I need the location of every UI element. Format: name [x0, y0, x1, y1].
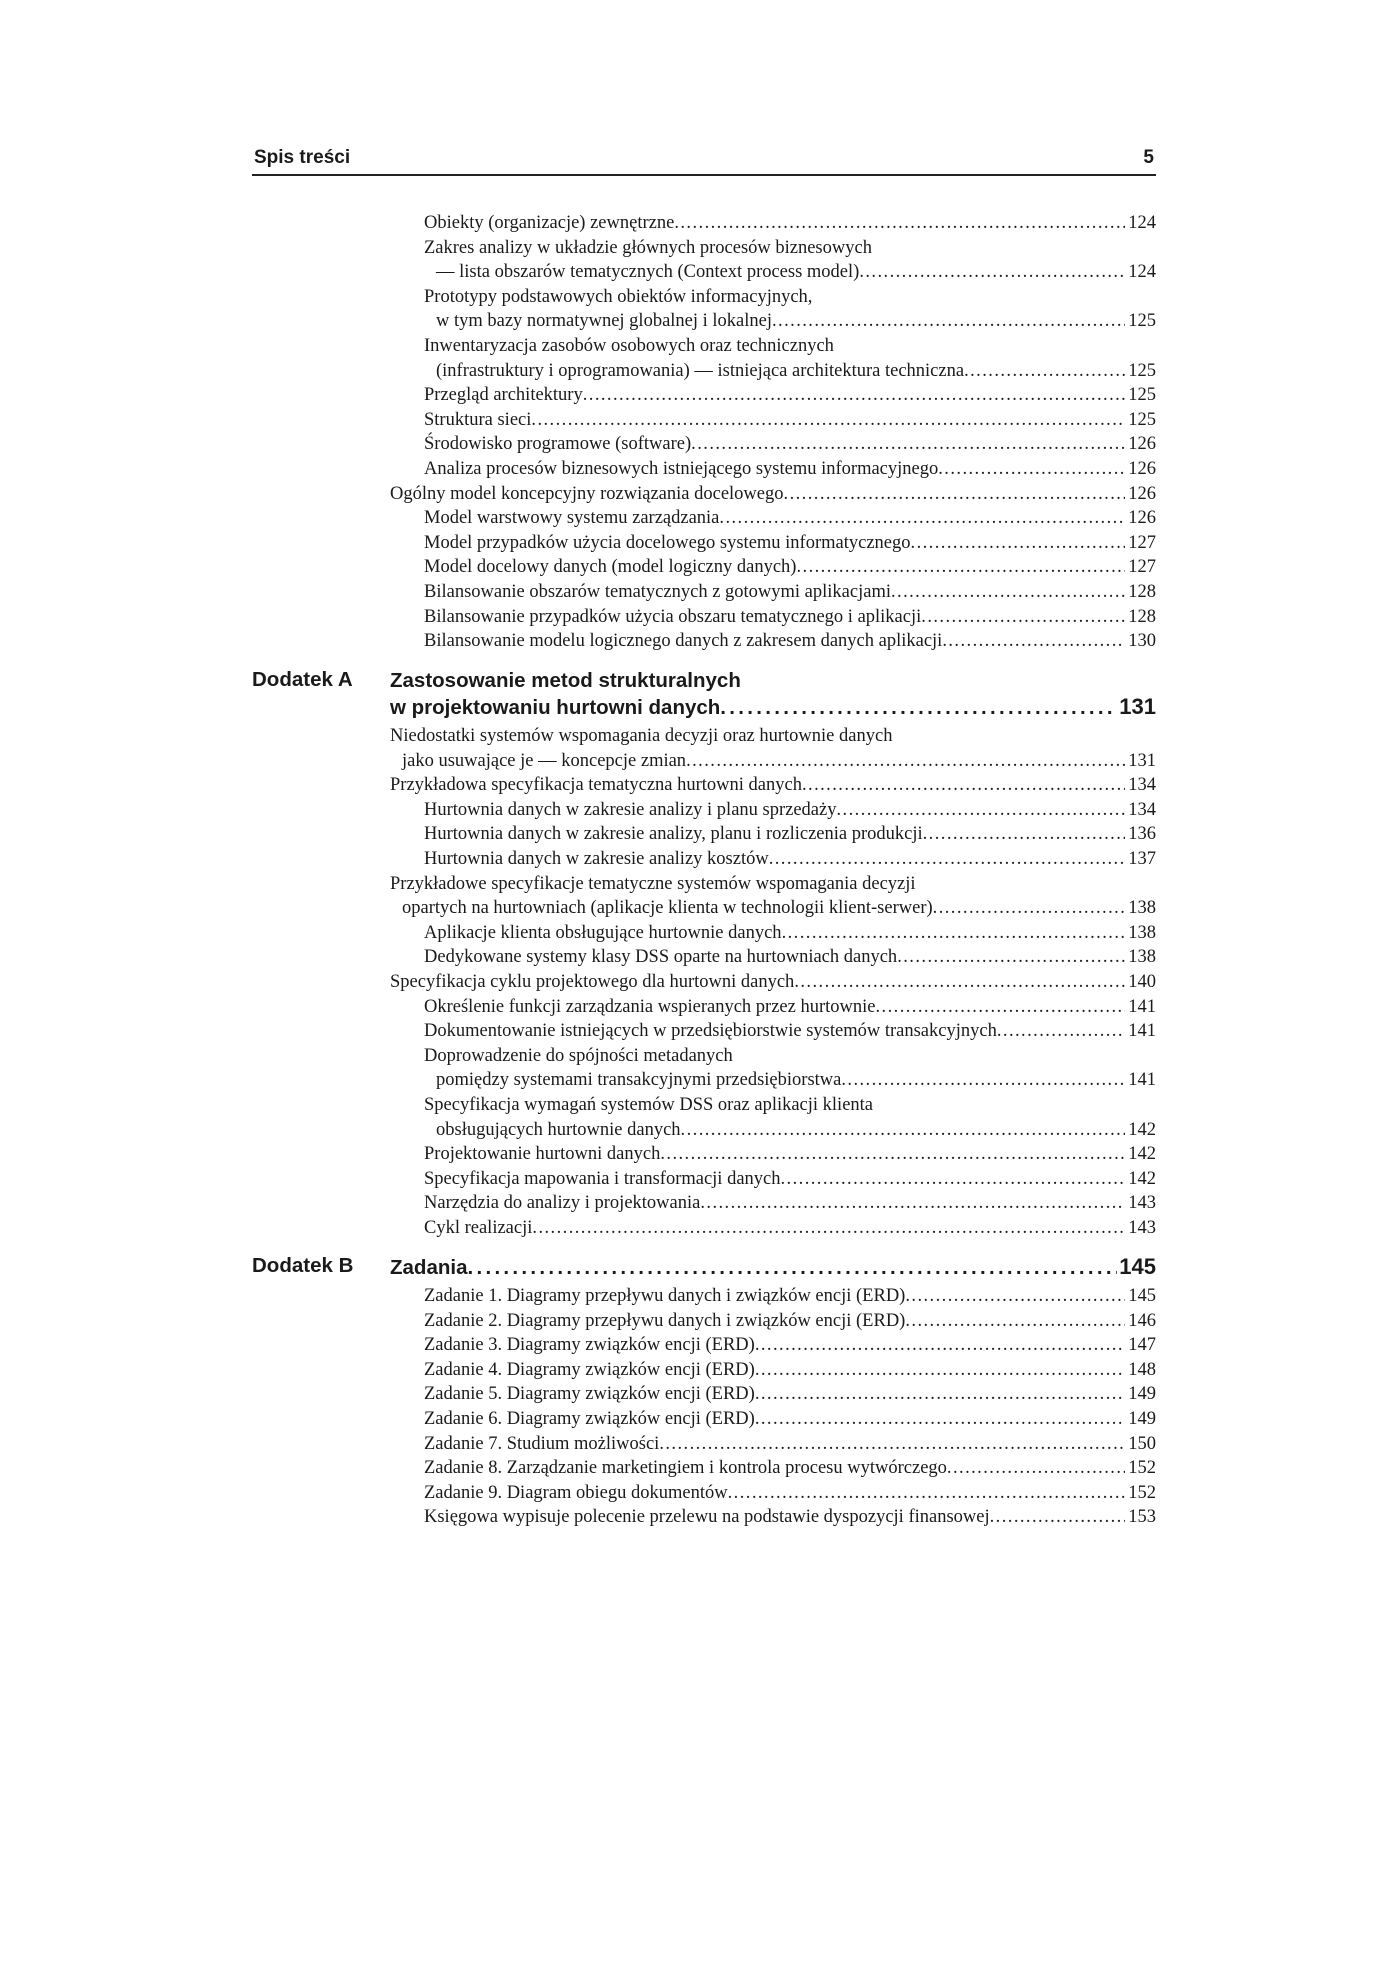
toc-entry-title: Zadanie 8. Zarządzanie marketingiem i kontrola procesu wytwórczego: [424, 1458, 947, 1479]
appendix-a-entries: [252, 724, 1156, 1240]
dot-leader: [897, 945, 1125, 970]
dot-leader: [467, 1255, 1117, 1281]
dot-leader: [876, 995, 1126, 1020]
toc-entry-title: Struktura sieci: [424, 409, 532, 430]
toc-entry-page: 130: [1128, 631, 1156, 652]
dot-leader: [794, 970, 1125, 995]
toc-entry-page: 153: [1128, 1507, 1156, 1528]
dot-leader: [720, 695, 1117, 721]
toc-entry[interactable]: [252, 896, 1156, 921]
toc-entry-page: 142: [1128, 1119, 1156, 1140]
toc-entry-title: Hurtownia danych w zakresie analizy kosztów: [424, 848, 769, 869]
toc-entry[interactable]: [252, 1358, 1156, 1383]
dot-leader: [755, 1358, 1125, 1383]
toc-entry[interactable]: [252, 773, 1156, 798]
toc-entry[interactable]: [252, 482, 1156, 507]
appendix-b-entries: [252, 1284, 1156, 1530]
appendix-b-title-text: Zadania: [390, 1256, 468, 1279]
dot-leader: [782, 921, 1126, 946]
toc-entry-title: Specyfikacja mapowania i transformacji danych: [424, 1168, 781, 1189]
appendix-a-page: 131: [1119, 694, 1156, 719]
toc-entry-title: Przykładowa specyfikacja tematyczna hurtowni danych: [390, 775, 802, 796]
toc-entry-page: 138: [1128, 898, 1156, 919]
toc-entry-page: 127: [1128, 557, 1156, 578]
appendix-b-page: 145: [1119, 1254, 1156, 1279]
toc-entry: [252, 285, 1156, 310]
toc-entry-page: 134: [1128, 775, 1156, 796]
toc-entry-page: 125: [1128, 385, 1156, 406]
dot-leader: [769, 847, 1126, 872]
toc-entry-page: 136: [1128, 824, 1156, 845]
toc-entry[interactable]: [252, 945, 1156, 970]
dot-leader: [990, 1505, 1126, 1530]
toc-entry-title: w tym bazy normatywnej globalnej i lokalnej: [436, 311, 772, 332]
toc-entry: [252, 872, 1156, 897]
toc-entry-page: 141: [1128, 1021, 1156, 1042]
toc-entry-title: Specyfikacja cyklu projektowego dla hurtowni danych: [390, 971, 795, 992]
toc-entry[interactable]: [252, 1382, 1156, 1407]
toc-entry-page: 128: [1128, 581, 1156, 602]
toc-entry[interactable]: [252, 749, 1156, 774]
toc-entry-page: 138: [1128, 922, 1156, 943]
appendix-a-title-line2: w projektowaniu hurtowni danych: [390, 696, 721, 719]
dot-leader: [796, 555, 1125, 580]
toc-entry-page: 126: [1128, 458, 1156, 479]
toc-entry[interactable]: [252, 359, 1156, 384]
dot-leader: [691, 432, 1125, 457]
toc-entry-title: Narzędzia do analizy i projektowania: [424, 1193, 701, 1214]
toc-entry-page: 143: [1128, 1193, 1156, 1214]
toc-entry[interactable]: [252, 1068, 1156, 1093]
dot-leader: [781, 1167, 1126, 1192]
toc-entry-page: 150: [1128, 1433, 1156, 1454]
toc-entry[interactable]: [252, 457, 1156, 482]
toc-entry-title: Specyfikacja wymagań systemów DSS oraz aplikacji klienta: [424, 1094, 874, 1115]
toc-entry-title: Zadanie 3. Diagramy związków encji (ERD): [424, 1335, 755, 1356]
dot-leader: [700, 1191, 1125, 1216]
dot-leader: [802, 773, 1125, 798]
running-header: [252, 144, 1156, 176]
toc-entry-page: 125: [1128, 360, 1156, 381]
toc-entry-title: Ogólny model koncepcyjny rozwiązania docelowego: [390, 483, 784, 504]
toc-entry[interactable]: [252, 1309, 1156, 1334]
toc-entry-title: Cykl realizacji: [424, 1217, 533, 1238]
toc-entry[interactable]: [252, 798, 1156, 823]
toc-entry[interactable]: [252, 605, 1156, 630]
toc-entry: [252, 236, 1156, 261]
toc-entry-page: 124: [1128, 213, 1156, 233]
toc-entry-page: 149: [1128, 1384, 1156, 1405]
toc-entry-title: — lista obszarów tematycznych (Context process model): [436, 262, 860, 283]
toc-entry[interactable]: [252, 1142, 1156, 1167]
toc-entry-page: 125: [1128, 311, 1156, 332]
toc-entry-title: Zadanie 4. Diagramy związków encji (ERD): [424, 1359, 755, 1380]
dot-leader: [938, 457, 1125, 482]
dot-leader: [674, 211, 1125, 236]
dot-leader: [905, 1284, 1125, 1309]
toc-entry-page: 138: [1128, 947, 1156, 968]
toc-entry-title: Przegląd architektury: [424, 385, 583, 406]
toc-entry: [252, 724, 1156, 749]
toc-entry-page: 128: [1128, 606, 1156, 627]
toc-entry-page: 140: [1128, 971, 1156, 992]
toc-entry-title: Analiza procesów biznesowych istniejącego systemu informacyjnego: [424, 458, 939, 479]
toc-entry-title: Model warstwowy systemu zarządzania: [424, 508, 720, 529]
toc-entry-title: Zadanie 6. Diagramy związków encji (ERD): [424, 1408, 755, 1429]
toc-entry[interactable]: [252, 1284, 1156, 1309]
dot-leader: [997, 1019, 1125, 1044]
toc-entry[interactable]: [252, 1167, 1156, 1192]
toc-entry[interactable]: [252, 1432, 1156, 1457]
toc-entry-page: 152: [1128, 1458, 1156, 1479]
toc-entry-title: (infrastruktury i oprogramowania) — istniejąca architektura techniczna: [436, 360, 965, 381]
toc-entry[interactable]: [252, 1333, 1156, 1358]
dot-leader: [891, 580, 1125, 605]
dot-leader: [772, 309, 1125, 334]
toc-entry-page: 146: [1128, 1310, 1156, 1331]
toc-entry-page: 141: [1128, 996, 1156, 1017]
dot-leader: [964, 359, 1125, 384]
dot-leader: [583, 383, 1126, 408]
dot-leader: [933, 896, 1126, 921]
toc-entry[interactable]: [252, 383, 1156, 408]
toc-entry: [252, 1093, 1156, 1118]
dot-leader: [659, 1432, 1125, 1457]
dot-leader: [942, 629, 1125, 654]
toc-entry-title: Doprowadzenie do spójności metadanych: [424, 1045, 733, 1066]
dot-leader: [755, 1407, 1125, 1432]
dot-leader: [681, 1118, 1126, 1143]
toc-entry-page: 152: [1128, 1482, 1156, 1503]
toc-entry-title: Zadanie 1. Diagramy przepływu danych i związków encji (ERD): [424, 1286, 906, 1306]
toc-entry-title: obsługujących hurtownie danych: [436, 1119, 681, 1140]
toc-entry[interactable]: [252, 1407, 1156, 1432]
toc-entry-title: Model docelowy danych (model logiczny danych): [424, 557, 797, 578]
toc-entry[interactable]: [252, 921, 1156, 946]
dot-leader: [719, 506, 1125, 531]
toc-entry-page: 127: [1128, 532, 1156, 553]
appendix-a-title[interactable]: [390, 668, 1156, 720]
toc-entry-page: 142: [1128, 1168, 1156, 1189]
toc-entry[interactable]: [252, 1481, 1156, 1506]
toc-entry[interactable]: [252, 1505, 1156, 1530]
toc-entry[interactable]: [252, 1456, 1156, 1481]
toc-entry[interactable]: [252, 970, 1156, 995]
dot-leader: [841, 1068, 1125, 1093]
toc-entry[interactable]: [252, 580, 1156, 605]
toc-entry-title: Zadanie 2. Diagramy przepływu danych i związków encji (ERD): [424, 1310, 906, 1331]
toc-entry-title: Projektowanie hurtowni danych: [424, 1144, 661, 1165]
toc-entry-page: 126: [1128, 434, 1156, 455]
toc-entry-title: Bilansowanie obszarów tematycznych z gotowymi aplikacjami: [424, 581, 891, 602]
toc-entry-title: Hurtownia danych w zakresie analizy, planu i rozliczenia produkcji: [424, 824, 923, 845]
toc-entry-page: 125: [1128, 409, 1156, 430]
header-page-number: 5: [1143, 147, 1154, 168]
toc-entry[interactable]: [252, 995, 1156, 1020]
toc-entry: [252, 1044, 1156, 1069]
toc-entry-page: 126: [1128, 483, 1156, 504]
dot-leader: [905, 1309, 1125, 1334]
toc-entry[interactable]: [252, 1118, 1156, 1143]
toc-entry[interactable]: [252, 1019, 1156, 1044]
dot-leader: [531, 408, 1125, 433]
toc-entry-title: Bilansowanie modelu logicznego danych z zakresem danych aplikacji: [424, 631, 943, 652]
toc-entry-title: Obiekty (organizacje) zewnętrzne: [424, 213, 675, 233]
toc-entry-page: 143: [1128, 1217, 1156, 1238]
toc-entry[interactable]: [252, 432, 1156, 457]
toc-entry-title: Przykładowe specyfikacje tematyczne systemów wspomagania decyzji: [390, 873, 916, 894]
toc-entry: [252, 334, 1156, 359]
toc-entry[interactable]: [252, 629, 1156, 654]
dot-leader: [784, 482, 1126, 507]
toc-entry[interactable]: [252, 260, 1156, 285]
toc-entry-page: 124: [1128, 262, 1156, 283]
dot-leader: [686, 749, 1125, 774]
toc-entry-page: 145: [1128, 1286, 1156, 1306]
toc-entry-title: Dedykowane systemy klasy DSS oparte na hurtowniach danych: [424, 947, 898, 968]
toc-entry-title: Aplikacje klienta obsługujące hurtownie danych: [424, 922, 782, 943]
toc-entry[interactable]: [252, 822, 1156, 847]
appendix-b-label: Dodatek B: [252, 1254, 354, 1277]
dot-leader: [728, 1481, 1126, 1506]
toc-entry-page: 147: [1128, 1335, 1156, 1356]
toc-entry-page: 126: [1128, 508, 1156, 529]
appendix-a-title-line1: Zastosowanie metod strukturalnych: [390, 669, 741, 692]
toc-entry[interactable]: [252, 309, 1156, 334]
toc-entry-title: Hurtownia danych w zakresie analizy i planu sprzedaży: [424, 799, 837, 820]
toc-entry-page: 137: [1128, 848, 1156, 869]
toc-entry-title: jako usuwające je — koncepcje zmian: [402, 750, 687, 771]
toc-entry[interactable]: [252, 506, 1156, 531]
dot-leader: [911, 531, 1126, 556]
toc-entry[interactable]: [252, 1191, 1156, 1216]
dot-leader: [923, 822, 1126, 847]
toc-entry-title: Określenie funkcji zarządzania wspieranych przez hurtownie: [424, 996, 876, 1017]
appendix-b-title[interactable]: [390, 1254, 1156, 1280]
toc-entry-title: Dokumentowanie istniejących w przedsiębiorstwie systemów transakcyjnych: [424, 1021, 997, 1042]
toc-entry-page: 149: [1128, 1408, 1156, 1429]
toc-entry-title: Zadanie 7. Studium możliwości: [424, 1433, 660, 1454]
toc-entry-page: 148: [1128, 1359, 1156, 1380]
dot-leader: [532, 1216, 1125, 1241]
toc-entry-title: Księgowa wypisuje polecenie przelewu na podstawie dyspozycji finansowej: [424, 1507, 990, 1528]
toc-entry-page: 142: [1128, 1144, 1156, 1165]
toc-entry-page: 131: [1128, 750, 1156, 771]
toc-entry[interactable]: [252, 1216, 1156, 1241]
toc-entry-title: Środowisko programowe (software): [424, 434, 692, 455]
toc-entry-title: Zadanie 5. Diagramy związków encji (ERD): [424, 1384, 755, 1405]
toc-entry[interactable]: [252, 211, 1156, 236]
toc-entry-title: Niedostatki systemów wspomagania decyzji oraz hurtownie danych: [390, 726, 893, 746]
dot-leader: [755, 1333, 1125, 1358]
toc-entry-page: 141: [1128, 1070, 1156, 1091]
toc-entry-page: 134: [1128, 799, 1156, 820]
toc-entry-title: Prototypy podstawowych obiektów informacyjnych,: [424, 286, 813, 307]
toc-entry-title: Zadanie 9. Diagram obiegu dokumentów: [424, 1482, 728, 1503]
dot-leader: [947, 1456, 1125, 1481]
toc-entry[interactable]: [252, 555, 1156, 580]
toc-entry-title: pomiędzy systemami transakcyjnymi przedsiębiorstwa: [436, 1070, 842, 1091]
dot-leader: [921, 605, 1125, 630]
toc-entry-title: Zakres analizy w układzie głównych procesów biznesowych: [424, 237, 872, 258]
toc-entry-title: Inwentaryzacja zasobów osobowych oraz technicznych: [424, 335, 834, 356]
toc-entry-title: Bilansowanie przypadków użycia obszaru tematycznego i aplikacji: [424, 606, 922, 627]
dot-leader: [755, 1382, 1125, 1407]
toc-entry[interactable]: [252, 408, 1156, 433]
toc-entry-title: opartych na hurtowniach (aplikacje klienta w technologii klient-serwer): [402, 898, 933, 919]
dot-leader: [660, 1142, 1125, 1167]
toc-entry[interactable]: [252, 531, 1156, 556]
header-title: Spis treści: [254, 147, 351, 168]
dot-leader: [859, 260, 1125, 285]
toc-entry-title: Model przypadków użycia docelowego systemu informatycznego: [424, 532, 911, 553]
dot-leader: [836, 798, 1125, 823]
appendix-a-label: Dodatek A: [252, 668, 353, 691]
toc-section-list: [252, 211, 1156, 654]
toc-entry[interactable]: [252, 847, 1156, 872]
